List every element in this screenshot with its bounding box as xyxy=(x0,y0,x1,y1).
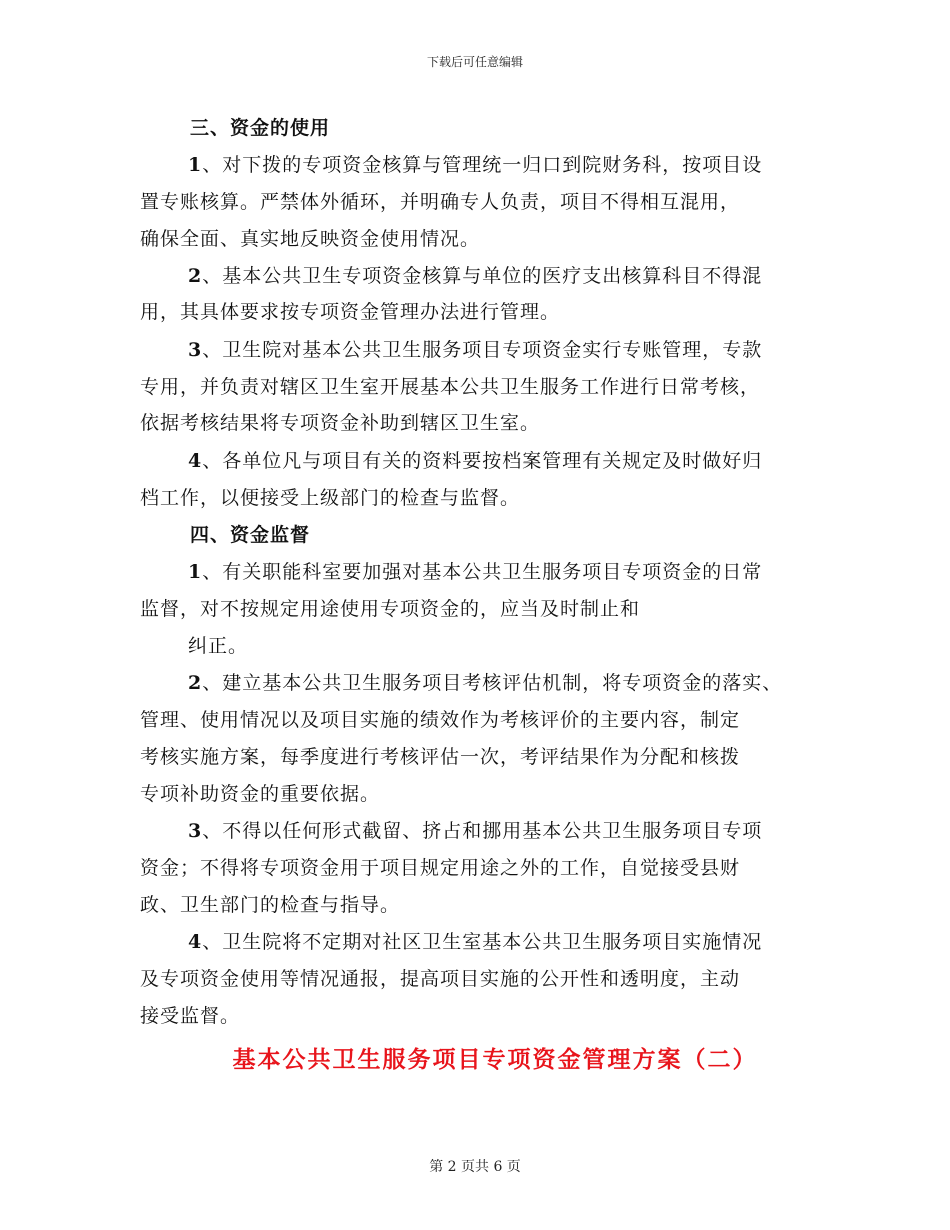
paragraph-line: 考核实施方案，每季度进行考核评估一次，考评结果作为分配和核拨 xyxy=(140,746,741,768)
item-number: 4 xyxy=(188,450,203,472)
paragraph-line: 3、不得以任何形式截留、挤占和挪用基本公共卫生服务项目专项 xyxy=(188,820,763,842)
item-number: 3 xyxy=(188,339,203,361)
paragraph-line: 置专账核算。严禁体外循环，并明确专人负责，项目不得相互混用， xyxy=(140,191,741,213)
paragraph-line: 管理、使用情况以及项目实施的绩效作为考核评价的主要内容，制定 xyxy=(140,709,741,731)
paragraph-line: 专用，并负责对辖区卫生室开展基本公共卫生服务工作进行日常考核， xyxy=(140,376,761,398)
paragraph-line: 1、有关职能科室要加强对基本公共卫生服务项目专项资金的日常 xyxy=(188,561,763,583)
item-number: 4 xyxy=(188,931,203,953)
item-number: 1 xyxy=(188,154,203,176)
paragraph-line: 1、对下拨的专项资金核算与管理统一归口到院财务科，按项目设 xyxy=(188,154,763,176)
paragraph-line: 确保全面、真实地反映资金使用情况。 xyxy=(140,228,481,250)
paragraph-line: 政、卫生部门的检查与指导。 xyxy=(140,894,401,916)
paragraph-line: 4、卫生院将不定期对社区卫生室基本公共卫生服务项目实施情况 xyxy=(188,931,763,953)
paragraph-line: 接受监督。 xyxy=(140,1005,241,1027)
paragraph-line: 监督，对不按规定用途使用专项资金的，应当及时制止和 xyxy=(140,598,641,620)
page-footer: 第 2 页共 6 页 xyxy=(429,1159,521,1175)
page-header: 下载后可任意编辑 xyxy=(426,55,523,69)
paragraph-line: 3、卫生院对基本公共卫生服务项目专项资金实行专账管理，专款 xyxy=(188,339,763,361)
paragraph-line: 2、建立基本公共卫生服务项目考核评估机制，将专项资金的落实、 xyxy=(188,672,783,694)
paragraph-line: 纠正。 xyxy=(188,635,249,657)
paragraph-line: 档工作，以便接受上级部门的检查与监督。 xyxy=(140,487,521,509)
item-number: 2 xyxy=(188,265,203,287)
item-number: 3 xyxy=(188,820,203,842)
item-number: 1 xyxy=(188,561,203,583)
item-number: 2 xyxy=(188,672,203,694)
paragraph-line: 专项补助资金的重要依据。 xyxy=(140,783,381,805)
section-heading: 三、资金的使用 xyxy=(190,117,331,139)
paragraph-line: 用，其具体要求按专项资金管理办法进行管理。 xyxy=(140,301,561,323)
paragraph-line: 4、各单位凡与项目有关的资料要按档案管理有关规定及时做好归 xyxy=(188,450,763,472)
paragraph-line: 2、基本公共卫生专项资金核算与单位的医疗支出核算科目不得混 xyxy=(188,265,763,287)
paragraph-line: 依据考核结果将专项资金补助到辖区卫生室。 xyxy=(140,412,541,434)
paragraph-line: 及专项资金使用等情况通报，提高项目实施的公开性和透明度，主动 xyxy=(140,968,741,990)
next-document-title: 基本公共卫生服务项目专项资金管理方案（二） xyxy=(232,1046,758,1073)
paragraph-line: 资金；不得将专项资金用于项目规定用途之外的工作，自觉接受县财 xyxy=(140,857,741,879)
section-heading: 四、资金监督 xyxy=(190,524,311,546)
